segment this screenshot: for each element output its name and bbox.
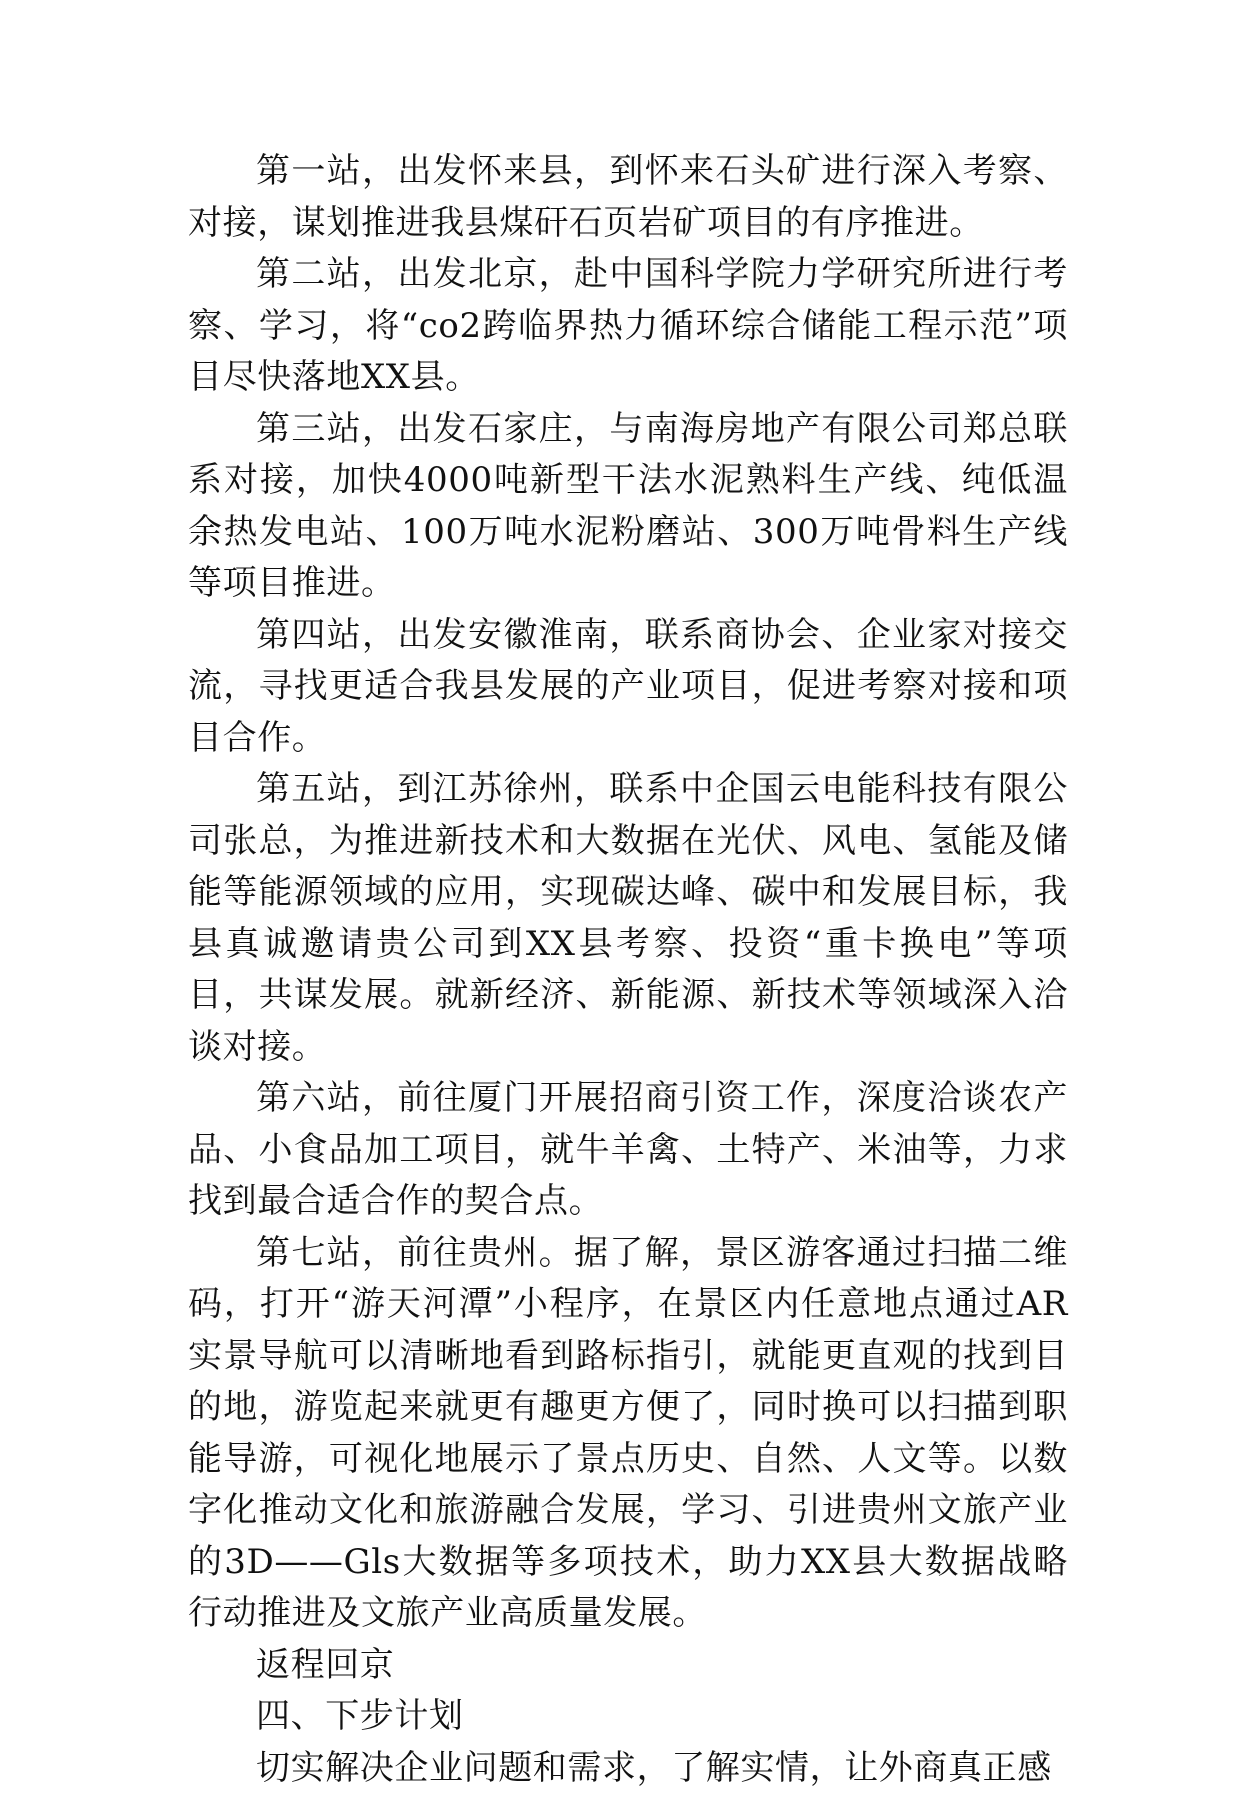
paragraph-station-5: 第五站，到江苏徐州，联系中企国云电能科技有限公司张总，为推进新技术和大数据在光伏、风电、氢能及储能等能源领域的应用，实现碳达峰、碳中和发展目标，我县真诚邀请贵公司到XX县考察、投资“重卡换电”等项目，共谋发展。就新经济、新能源、新技术等领域深入洽谈对接。 <box>188 764 1068 1073</box>
paragraph-station-7: 第七站，前往贵州。据了解，景区游客通过扫描二维码，打开“游天河潭”小程序，在景区内任意地点通过AR实景导航可以清晰地看到路标指引，就能更直观的找到目的地，游览起来就更有趣更方便了，同时换可以扫描到职能导游，可视化地展示了景点历史、自然、人文等。以数字化推动文化和旅游融合发展，学习、引进贵州文旅产业的3D——Gls大数据等多项技术，助力XX县大数据战略行动推进及文旅产业高质量发展。 <box>188 1228 1068 1640</box>
paragraph-station-6: 第六站，前往厦门开展招商引资工作，深度洽谈农产品、小食品加工项目，就牛羊禽、土特产、米油等，力求找到最合适合作的契合点。 <box>188 1073 1068 1228</box>
paragraph-station-1: 第一站，出发怀来县，到怀来石头矿进行深入考察、对接，谋划推进我县煤矸石页岩矿项目的有序推进。 <box>188 146 1068 249</box>
paragraph-next-plan: 切实解决企业问题和需求，了解实情，让外商真正感 <box>188 1743 1068 1794</box>
paragraph-station-4: 第四站，出发安徽淮南，联系商协会、企业家对接交流，寻找更适合我县发展的产业项目，促进考察对接和项目合作。 <box>188 610 1068 765</box>
document-body <box>188 146 1068 1794</box>
paragraph-return: 返程回京 <box>188 1640 1068 1692</box>
paragraph-station-2: 第二站，出发北京，赴中国科学院力学研究所进行考察、学习，将“co2跨临界热力循环综合储能工程示范”项目尽快落地XX县。 <box>188 249 1068 404</box>
paragraph-station-3: 第三站，出发石家庄，与南海房地产有限公司郑总联系对接，加快4000吨新型干法水泥熟料生产线、纯低温余热发电站、100万吨水泥粉磨站、300万吨骨料生产线等项目推进。 <box>188 404 1068 610</box>
section-heading-next-plan: 四、下步计划 <box>188 1691 1068 1743</box>
